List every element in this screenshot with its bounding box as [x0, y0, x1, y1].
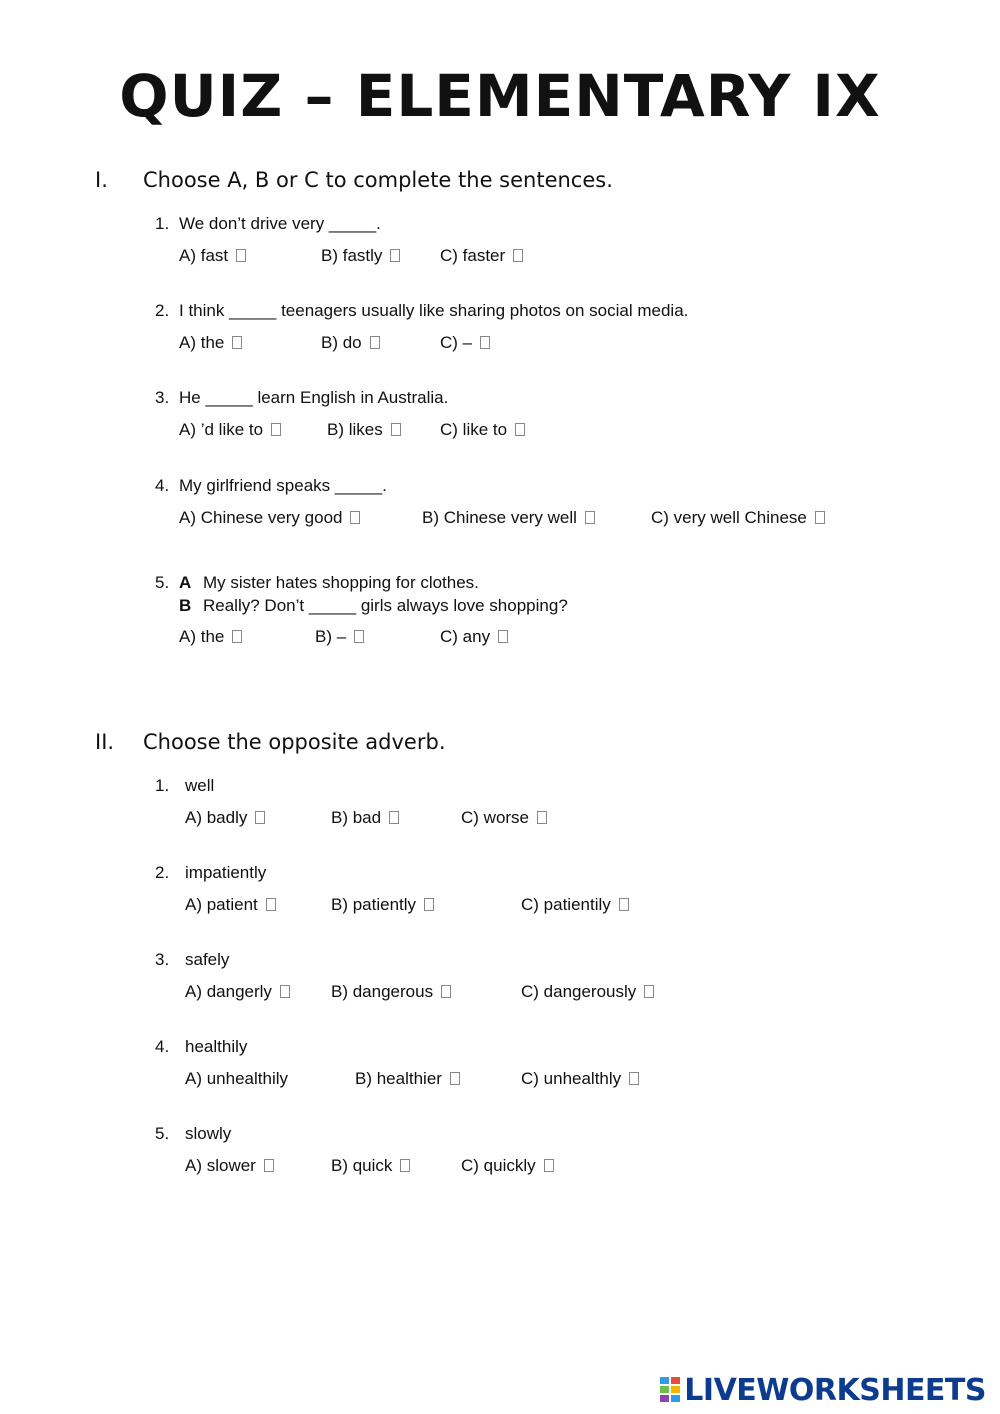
checkbox-icon[interactable] — [544, 1159, 554, 1172]
checkbox-icon[interactable] — [389, 811, 399, 824]
checkbox-icon[interactable] — [450, 1072, 460, 1085]
question-word: safely — [185, 950, 230, 969]
answer-option[interactable]: C) dangerously — [521, 982, 654, 1002]
question-number: 5. — [155, 573, 170, 592]
section-1-number: I. — [95, 168, 108, 192]
answer-option[interactable]: C) faster — [440, 246, 523, 266]
answer-option[interactable]: B) – — [315, 627, 364, 647]
question-number: 4. — [155, 476, 170, 495]
section-1-heading: Choose A, B or C to complete the sentences. — [143, 168, 613, 192]
answer-option[interactable]: B) patiently — [331, 895, 434, 915]
speaker-a-label: A — [179, 573, 192, 592]
checkbox-icon[interactable] — [354, 630, 364, 643]
checkbox-icon[interactable] — [515, 423, 525, 436]
question-number: 4. — [155, 1037, 170, 1056]
checkbox-icon[interactable] — [232, 630, 242, 643]
answer-option[interactable]: C) very well Chinese — [651, 508, 825, 528]
checkbox-icon[interactable] — [480, 336, 490, 349]
question-word: slowly — [185, 1124, 232, 1143]
question-text: We don’t drive very _____. — [179, 214, 381, 233]
answer-option[interactable]: A) unhealthily — [185, 1069, 289, 1088]
answer-option[interactable]: A) badly — [185, 808, 265, 828]
speaker-b-label: B — [179, 596, 192, 615]
question-number: 5. — [155, 1124, 170, 1143]
liveworksheets-branding[interactable] — [660, 1372, 986, 1408]
checkbox-icon[interactable] — [391, 423, 401, 436]
checkbox-icon[interactable] — [424, 898, 434, 911]
answer-option[interactable]: A) ’d like to — [179, 420, 281, 440]
question-word: healthily — [185, 1037, 248, 1056]
question-number: 2. — [155, 863, 170, 882]
question-text: He _____ learn English in Australia. — [179, 388, 449, 407]
answer-option[interactable]: C) worse — [461, 808, 547, 828]
checkbox-icon[interactable] — [390, 249, 400, 262]
checkbox-icon[interactable] — [264, 1159, 274, 1172]
question-word: well — [185, 776, 215, 795]
checkbox-icon[interactable] — [585, 511, 595, 524]
checkbox-icon[interactable] — [644, 985, 654, 998]
checkbox-icon[interactable] — [619, 898, 629, 911]
question-number: 1. — [155, 776, 170, 795]
answer-option[interactable]: C) patientily — [521, 895, 629, 915]
answer-option[interactable]: A) the — [179, 627, 242, 647]
question-word: impatiently — [185, 863, 267, 882]
question-number: 2. — [155, 301, 170, 320]
question-text: My girlfriend speaks _____. — [179, 476, 387, 495]
checkbox-icon[interactable] — [280, 985, 290, 998]
question-text: I think _____ teenagers usually like sharing photos on social media. — [179, 301, 689, 320]
section-2-heading: Choose the opposite adverb. — [143, 730, 446, 754]
question-number: 3. — [155, 950, 170, 969]
dialogue-line-b: Really? Don’t _____ girls always love shopping? — [203, 596, 568, 615]
checkbox-icon[interactable] — [537, 811, 547, 824]
answer-option[interactable]: B) fastly — [321, 246, 400, 266]
checkbox-icon[interactable] — [266, 898, 276, 911]
answer-option[interactable]: C) like to — [440, 420, 525, 440]
checkbox-icon[interactable] — [441, 985, 451, 998]
question-number: 1. — [155, 214, 170, 233]
answer-option[interactable]: B) Chinese very well — [422, 508, 595, 528]
answer-option[interactable]: C) – — [440, 333, 490, 353]
checkbox-icon[interactable] — [271, 423, 281, 436]
checkbox-icon[interactable] — [370, 336, 380, 349]
answer-option[interactable]: B) do — [321, 333, 380, 353]
answer-option[interactable]: A) patient — [185, 895, 276, 915]
question-number: 3. — [155, 388, 170, 407]
answer-option[interactable]: C) unhealthly — [521, 1069, 639, 1089]
answer-option[interactable]: C) any — [440, 627, 508, 647]
checkbox-icon[interactable] — [255, 811, 265, 824]
checkbox-icon[interactable] — [498, 630, 508, 643]
answer-option[interactable]: A) Chinese very good — [179, 508, 360, 528]
answer-option[interactable]: A) fast — [179, 246, 246, 266]
checkbox-icon[interactable] — [350, 511, 360, 524]
liveworksheets-logo-icon — [660, 1377, 680, 1403]
checkbox-icon[interactable] — [232, 336, 242, 349]
page-title: QUIZ – ELEMENTARY IX — [119, 62, 881, 130]
checkbox-icon[interactable] — [513, 249, 523, 262]
answer-option[interactable]: B) likes — [327, 420, 401, 440]
answer-option[interactable]: B) quick — [331, 1156, 410, 1176]
answer-option[interactable]: A) slower — [185, 1156, 274, 1176]
answer-option[interactable]: B) dangerous — [331, 982, 451, 1002]
answer-option[interactable]: B) bad — [331, 808, 399, 828]
answer-option[interactable]: C) quickly — [461, 1156, 554, 1176]
answer-option[interactable]: A) the — [179, 333, 242, 353]
checkbox-icon[interactable] — [629, 1072, 639, 1085]
checkbox-icon[interactable] — [236, 249, 246, 262]
checkbox-icon[interactable] — [400, 1159, 410, 1172]
checkbox-icon[interactable] — [815, 511, 825, 524]
dialogue-line-a: My sister hates shopping for clothes. — [203, 573, 479, 592]
section-2-number: II. — [95, 730, 115, 754]
answer-option[interactable]: A) dangerly — [185, 982, 290, 1002]
answer-option[interactable]: B) healthier — [355, 1069, 460, 1089]
brand-name: LIVEWORKSHEETS — [684, 1372, 986, 1408]
